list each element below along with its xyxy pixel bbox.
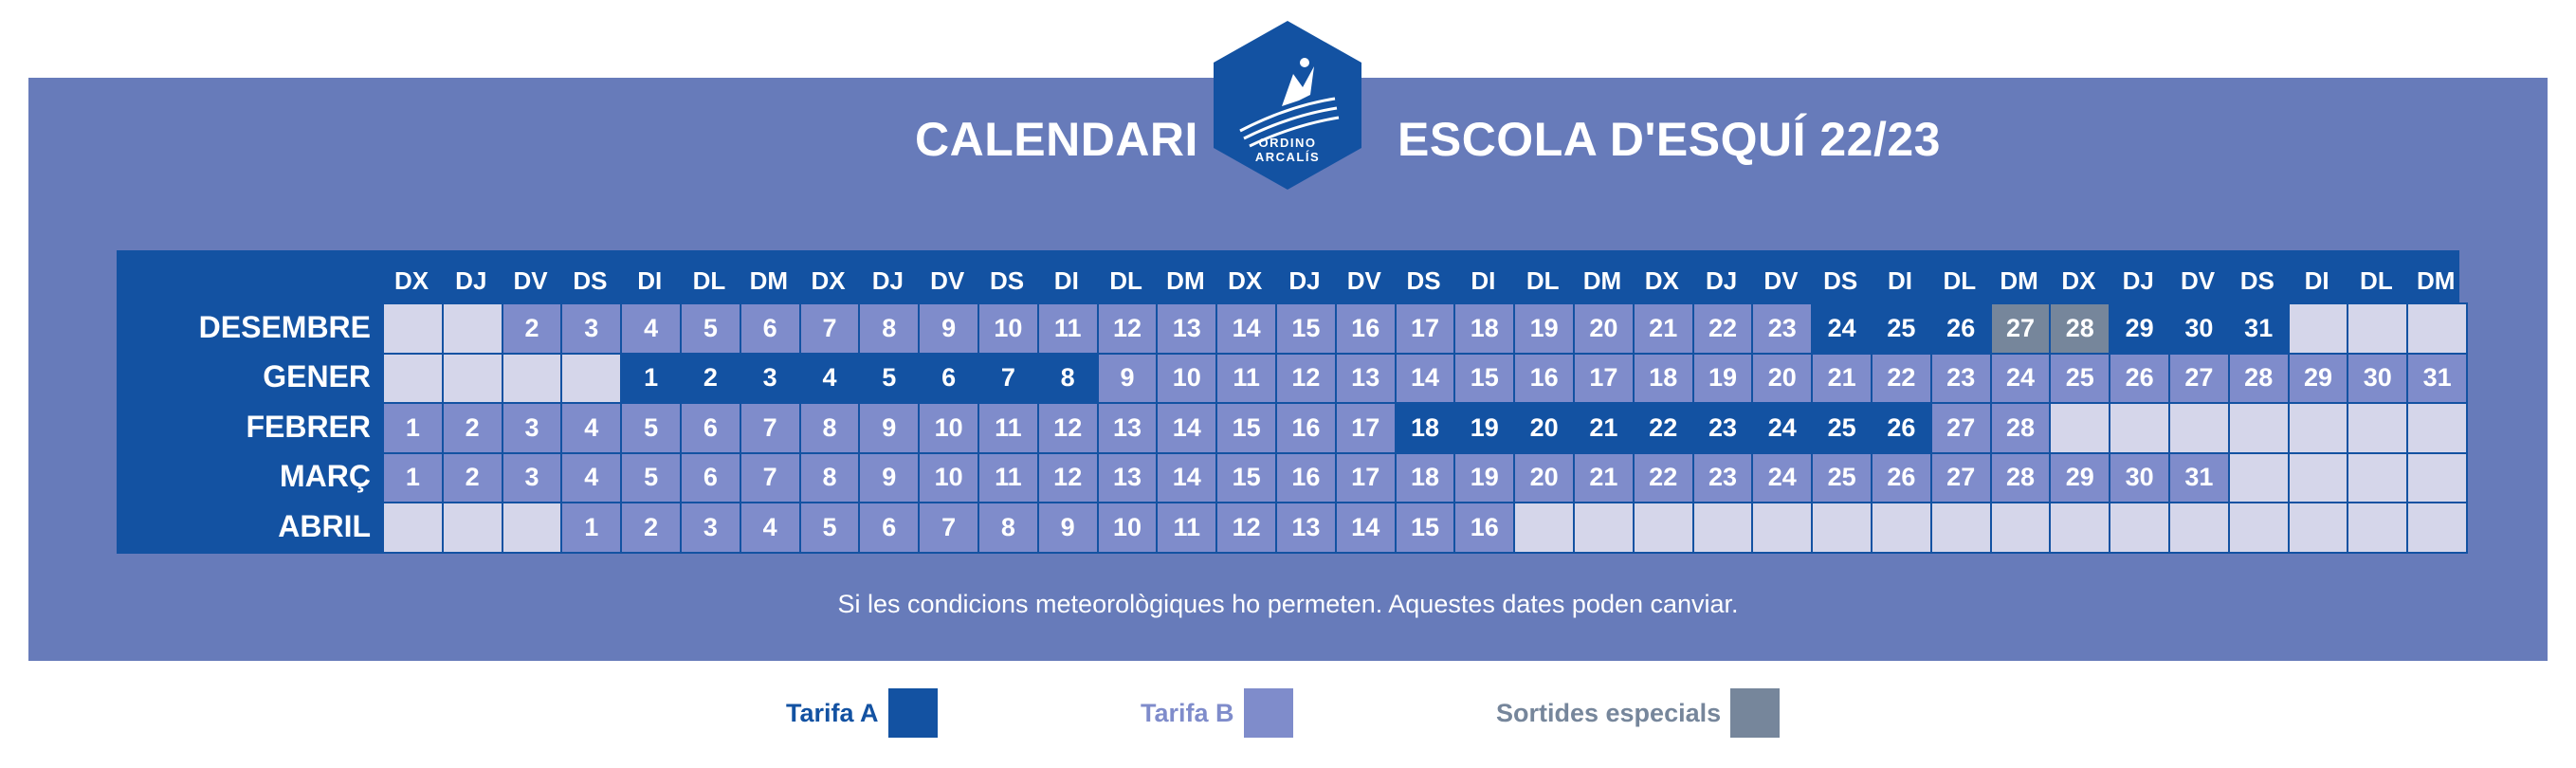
day-cell: 3: [560, 302, 622, 355]
weekday-header: DS: [1823, 265, 1858, 295]
day-cell: 26: [1871, 402, 1932, 454]
day-cell: 16: [1453, 502, 1515, 554]
weekday-header: DX: [1228, 265, 1263, 295]
day-cell: 16: [1335, 302, 1397, 355]
empty-cell: [2347, 502, 2408, 554]
day-cell: 10: [918, 452, 979, 504]
weekday-header: DJ: [455, 265, 487, 295]
day-cell: 28: [2049, 302, 2110, 355]
day-cell: 19: [1692, 353, 1754, 405]
day-cell: 8: [858, 302, 920, 355]
weekday-header: DV: [513, 265, 548, 295]
empty-cell: [2347, 302, 2408, 355]
day-cell: 27: [2168, 353, 2230, 405]
day-cell: 29: [2049, 452, 2110, 504]
legend-sortides: [1496, 688, 1780, 738]
month-label: MARÇ: [280, 459, 371, 493]
day-cell: 4: [740, 502, 801, 554]
day-cell: 1: [560, 502, 622, 554]
weekday-header: DS: [2239, 265, 2275, 295]
weekday-header: DI: [1888, 265, 1912, 295]
weekday-header: DL: [2360, 265, 2393, 295]
day-cell: 12: [1097, 302, 1159, 355]
empty-cell: [2347, 452, 2408, 504]
empty-cell: [1692, 502, 1754, 554]
day-cell: 26: [1871, 452, 1932, 504]
day-cell: 12: [1037, 402, 1099, 454]
day-cell: 13: [1156, 302, 1217, 355]
day-cell: 16: [1275, 402, 1337, 454]
day-cell: 13: [1097, 402, 1159, 454]
empty-cell: [2228, 402, 2290, 454]
empty-cell: [1871, 502, 1932, 554]
legend-swatch-tarifa-a: [888, 688, 938, 738]
day-cell: 7: [918, 502, 979, 554]
day-cell: 6: [740, 302, 801, 355]
legend-tarifa-b: [1141, 688, 1293, 738]
day-cell: 15: [1453, 353, 1515, 405]
day-cell: 25: [1871, 302, 1932, 355]
day-cell: 11: [1215, 353, 1277, 405]
empty-cell: [1633, 502, 1694, 554]
day-cell: 23: [1751, 302, 1813, 355]
logo-hexagon-icon: [1212, 19, 1363, 192]
legend-swatch-tarifa-b: [1244, 688, 1293, 738]
day-cell: 17: [1573, 353, 1635, 405]
weekday-header: DJ: [1288, 265, 1321, 295]
day-cell: 22: [1692, 302, 1754, 355]
day-cell: 7: [740, 452, 801, 504]
legend-label-tarifa-a: Tarifa A: [786, 698, 879, 727]
legend-swatch-sortides: [1730, 688, 1780, 738]
weekday-header: DM: [1582, 265, 1622, 295]
day-cell: 6: [858, 502, 920, 554]
day-cell: 31: [2168, 452, 2230, 504]
day-cell: 24: [1751, 402, 1813, 454]
day-cell: 1: [382, 402, 444, 454]
day-cell: 13: [1097, 452, 1159, 504]
day-cell: 27: [1990, 302, 2052, 355]
day-cell: 25: [2049, 353, 2110, 405]
day-cell: 9: [1037, 502, 1099, 554]
day-cell: 1: [620, 353, 682, 405]
day-cell: 31: [2406, 353, 2468, 405]
day-cell: 15: [1275, 302, 1337, 355]
day-cell: 10: [977, 302, 1039, 355]
day-cell: 9: [858, 452, 920, 504]
day-cell: 14: [1215, 302, 1277, 355]
empty-cell: [2228, 502, 2290, 554]
day-cell: 16: [1513, 353, 1575, 405]
day-cell: 9: [858, 402, 920, 454]
day-cell: 13: [1275, 502, 1337, 554]
empty-cell: [2109, 402, 2170, 454]
day-cell: 21: [1633, 302, 1694, 355]
day-cell: 24: [1811, 302, 1873, 355]
weekday-header: DV: [1763, 265, 1799, 295]
calendar-table: [117, 250, 2459, 554]
day-cell: 18: [1395, 452, 1456, 504]
day-cell: 23: [1692, 452, 1754, 504]
day-cell: 4: [620, 302, 682, 355]
weekday-header: DJ: [2122, 265, 2154, 295]
day-cell: 9: [918, 302, 979, 355]
legend-label-tarifa-b: Tarifa B: [1141, 698, 1234, 727]
weekday-header: DM: [749, 265, 789, 295]
day-cell: 19: [1453, 402, 1515, 454]
weekday-header: DV: [2180, 265, 2216, 295]
empty-cell: [560, 353, 622, 405]
legend-tarifa-a: [786, 688, 938, 738]
day-cell: 6: [680, 452, 741, 504]
day-cell: 26: [2109, 353, 2170, 405]
weekday-header: DM: [2416, 265, 2456, 295]
weekday-header: DV: [930, 265, 965, 295]
day-cell: 23: [1930, 353, 1992, 405]
day-cell: 28: [1990, 402, 2052, 454]
empty-cell: [1930, 502, 1992, 554]
day-cell: 25: [1811, 402, 1873, 454]
day-cell: 19: [1453, 452, 1515, 504]
day-cell: 18: [1395, 402, 1456, 454]
empty-cell: [2347, 402, 2408, 454]
empty-cell: [2109, 502, 2170, 554]
month-label: FEBRER: [246, 409, 371, 444]
day-cell: 4: [560, 452, 622, 504]
logo-text-ordino: ORDINO: [1258, 136, 1317, 150]
day-cell: 21: [1573, 402, 1635, 454]
weekday-header: DL: [692, 265, 726, 295]
weekday-header: DS: [573, 265, 608, 295]
day-cell: 2: [502, 302, 563, 355]
empty-cell: [502, 502, 563, 554]
day-cell: 28: [2228, 353, 2290, 405]
day-cell: 1: [382, 452, 444, 504]
empty-cell: [2406, 302, 2468, 355]
empty-cell: [2406, 402, 2468, 454]
day-cell: 11: [977, 452, 1039, 504]
day-cell: 24: [1990, 353, 2052, 405]
day-cell: 8: [977, 502, 1039, 554]
empty-cell: [2406, 452, 2468, 504]
day-cell: 20: [1513, 452, 1575, 504]
weekday-header: DI: [1471, 265, 1496, 295]
day-cell: 21: [1811, 353, 1873, 405]
day-cell: 27: [1930, 402, 1992, 454]
weekday-header: DX: [393, 265, 429, 295]
day-cell: 17: [1395, 302, 1456, 355]
day-cell: 13: [1335, 353, 1397, 405]
day-cell: 5: [680, 302, 741, 355]
empty-cell: [2288, 452, 2349, 504]
day-cell: 24: [1751, 452, 1813, 504]
day-cell: 2: [442, 452, 503, 504]
day-cell: 2: [620, 502, 682, 554]
day-cell: 18: [1633, 353, 1694, 405]
day-cell: 19: [1513, 302, 1575, 355]
empty-cell: [382, 353, 444, 405]
month-label: DESEMBRE: [198, 309, 371, 344]
day-cell: 11: [1156, 502, 1217, 554]
weekday-header: DI: [2304, 265, 2329, 295]
weekday-header: DX: [2061, 265, 2096, 295]
weekday-header: DV: [1346, 265, 1381, 295]
day-cell: 21: [1573, 452, 1635, 504]
day-cell: 20: [1513, 402, 1575, 454]
day-cell: 17: [1335, 402, 1397, 454]
weekday-header: DL: [1943, 265, 1977, 295]
day-cell: 4: [560, 402, 622, 454]
empty-cell: [2228, 452, 2290, 504]
empty-cell: [382, 502, 444, 554]
empty-cell: [502, 353, 563, 405]
weekday-header: DS: [989, 265, 1025, 295]
logo-text-arcalis: ARCALÍS: [1254, 150, 1321, 164]
day-cell: 9: [1097, 353, 1159, 405]
day-cell: 29: [2288, 353, 2349, 405]
weekday-header: DI: [637, 265, 663, 295]
day-cell: 7: [740, 402, 801, 454]
day-cell: 15: [1215, 402, 1277, 454]
day-cell: 12: [1037, 452, 1099, 504]
empty-cell: [1573, 502, 1635, 554]
day-cell: 10: [918, 402, 979, 454]
day-cell: 22: [1633, 452, 1694, 504]
day-cell: 12: [1215, 502, 1277, 554]
weekday-header: DX: [811, 265, 846, 295]
title-escola: ESCOLA D'ESQUÍ 22/23: [1398, 113, 1941, 166]
day-cell: 28: [1990, 452, 2052, 504]
empty-cell: [2288, 302, 2349, 355]
empty-cell: [442, 502, 503, 554]
day-cell: 2: [680, 353, 741, 405]
empty-cell: [2049, 502, 2110, 554]
weekday-header: DS: [1406, 265, 1441, 295]
day-cell: 26: [1930, 302, 1992, 355]
month-label: GENER: [263, 359, 371, 393]
day-cell: 4: [799, 353, 861, 405]
empty-cell: [2049, 402, 2110, 454]
day-cell: 8: [799, 402, 861, 454]
weekday-header: DM: [2000, 265, 2038, 295]
legend-label-sortides: Sortides especials: [1496, 698, 1722, 727]
empty-cell: [382, 302, 444, 355]
day-cell: 7: [799, 302, 861, 355]
empty-cell: [2288, 502, 2349, 554]
day-cell: 30: [2168, 302, 2230, 355]
day-cell: 5: [858, 353, 920, 405]
day-cell: 15: [1215, 452, 1277, 504]
empty-cell: [442, 353, 503, 405]
empty-cell: [1990, 502, 2052, 554]
day-cell: 5: [620, 452, 682, 504]
weekday-header: DX: [1644, 265, 1679, 295]
day-cell: 14: [1335, 502, 1397, 554]
empty-cell: [1811, 502, 1873, 554]
day-cell: 27: [1930, 452, 1992, 504]
ordino-arcalis-logo: [1212, 19, 1363, 192]
day-cell: 11: [1037, 302, 1099, 355]
day-cell: 14: [1156, 402, 1217, 454]
empty-cell: [442, 302, 503, 355]
empty-cell: [2406, 502, 2468, 554]
day-cell: 8: [799, 452, 861, 504]
title-calendari: CALENDARI: [915, 113, 1198, 166]
day-cell: 6: [918, 353, 979, 405]
day-cell: 15: [1395, 502, 1456, 554]
day-cell: 7: [977, 353, 1039, 405]
day-cell: 14: [1395, 353, 1456, 405]
day-cell: 5: [620, 402, 682, 454]
day-cell: 5: [799, 502, 861, 554]
day-cell: 30: [2109, 452, 2170, 504]
weekday-header: DL: [1526, 265, 1560, 295]
month-label: ABRIL: [278, 508, 371, 543]
weekday-header: DJ: [871, 265, 904, 295]
day-cell: 22: [1871, 353, 1932, 405]
day-cell: 22: [1633, 402, 1694, 454]
empty-cell: [2168, 402, 2230, 454]
day-cell: 3: [502, 402, 563, 454]
weekday-header: DJ: [1705, 265, 1738, 295]
day-cell: 3: [740, 353, 801, 405]
day-cell: 11: [977, 402, 1039, 454]
day-cell: 20: [1751, 353, 1813, 405]
day-cell: 8: [1037, 353, 1099, 405]
day-cell: 18: [1453, 302, 1515, 355]
day-cell: 10: [1156, 353, 1217, 405]
day-cell: 12: [1275, 353, 1337, 405]
day-cell: 30: [2347, 353, 2408, 405]
day-cell: 3: [502, 452, 563, 504]
day-cell: 23: [1692, 402, 1754, 454]
day-cell: 2: [442, 402, 503, 454]
day-cell: 16: [1275, 452, 1337, 504]
day-cell: 31: [2228, 302, 2290, 355]
note-text: Si les condicions meteorològiques ho permeten. Aquestes dates poden canviar.: [837, 590, 1739, 618]
day-cell: 14: [1156, 452, 1217, 504]
empty-cell: [2288, 402, 2349, 454]
day-cell: 25: [1811, 452, 1873, 504]
day-cell: 10: [1097, 502, 1159, 554]
day-cell: 3: [680, 502, 741, 554]
empty-cell: [2168, 502, 2230, 554]
day-cell: 20: [1573, 302, 1635, 355]
day-cell: 6: [680, 402, 741, 454]
day-cell: 17: [1335, 452, 1397, 504]
weekday-header: DI: [1053, 265, 1079, 295]
day-cell: 29: [2109, 302, 2170, 355]
weekday-header: DL: [1109, 265, 1142, 295]
empty-cell: [1751, 502, 1813, 554]
empty-cell: [1513, 502, 1575, 554]
weekday-header: DM: [1166, 265, 1205, 295]
